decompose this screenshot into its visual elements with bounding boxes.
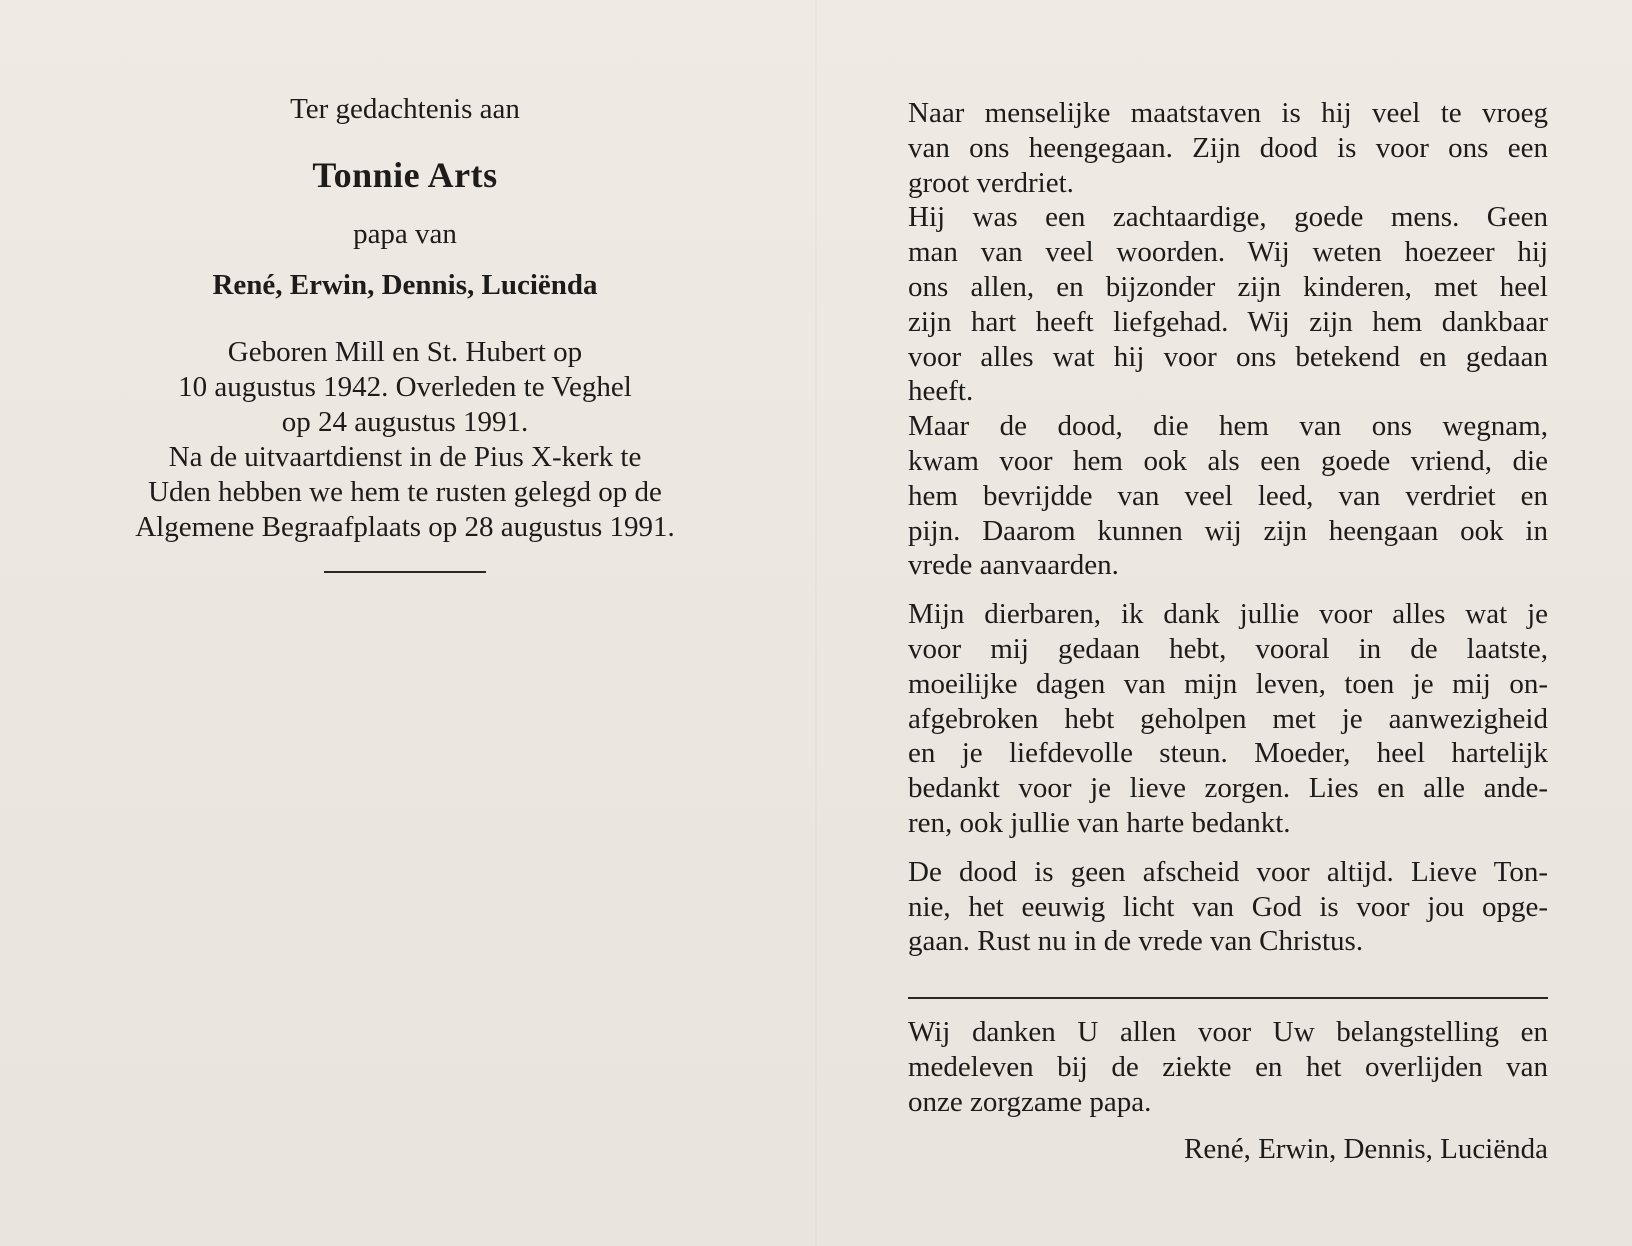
remembrance-paragraph	[908, 96, 1548, 583]
text-line: onze zorgzame papa.	[908, 1085, 1152, 1118]
text-line: voor mij gedaan hebt, vooral in de laatste,	[908, 632, 1548, 665]
left-panel	[80, 92, 730, 573]
text-line: ren, ook jullie van harte bedankt.	[908, 806, 1291, 839]
text-line: en je liefdevolle steun. Moeder, heel hartelijk	[908, 737, 1548, 770]
relation-text: papa van	[353, 218, 457, 250]
text-line: pijn. Daarom kunnen wij zijn heengaan ook in	[908, 514, 1548, 547]
right-panel	[908, 96, 1548, 1166]
thanks-paragraph	[908, 1015, 1548, 1119]
text-line: voor alles wat hij voor ons betekend en gedaan	[908, 340, 1548, 373]
farewell-paragraph	[908, 855, 1548, 959]
details-line: Uden hebben we hem te rusten gelegd op de	[148, 476, 662, 508]
children-names: René, Erwin, Dennis, Luciënda	[212, 269, 598, 301]
text-line: ons allen, en bijzonder zijn kinderen, met heel	[908, 270, 1548, 303]
details-line: Na de uitvaartdienst in de Pius X-kerk te	[168, 441, 642, 473]
left-divider	[324, 571, 486, 573]
details-line: Algemene Begraafplaats op 28 augustus 1991.	[135, 511, 675, 543]
text-line: zijn hart heeft liefgehad. Wij zijn hem dankbaar	[908, 305, 1548, 338]
text-line: nie, het eeuwig licht van God is voor jou opge-	[908, 890, 1548, 923]
text-line: man van veel woorden. Wij weten hoezeer hij	[908, 236, 1548, 269]
text-line: moeilijke dagen van mijn leven, toen je mij on-	[908, 667, 1548, 700]
text-line: gaan. Rust nu in de vrede van Christus.	[908, 925, 1364, 958]
text-line: heeft.	[908, 375, 974, 408]
text-line: van ons heengegaan. Zijn dood is voor ons een	[908, 131, 1548, 164]
details-line: Geboren Mill en St. Hubert op	[227, 336, 583, 368]
gratitude-paragraph	[908, 597, 1548, 841]
details-line: 10 augustus 1942. Overleden te Veghel	[178, 371, 632, 403]
text-line: De dood is geen afscheid voor altijd. Lieve Ton-	[908, 855, 1548, 888]
intro-text: Ter gedachtenis aan	[290, 93, 520, 125]
text-line: vrede aanvaarden.	[908, 549, 1119, 582]
text-line: medeleven bij de ziekte en het overlijden van	[908, 1050, 1548, 1083]
text-line: hem bevrijdde van veel leed, van verdriet en	[908, 479, 1548, 512]
text-line: bedankt voor je lieve zorgen. Lies en alle ande-	[908, 772, 1548, 805]
life-details	[80, 335, 730, 545]
text-line: kwam voor hem ook als een goede vriend, die	[908, 444, 1548, 477]
card-fold	[815, 0, 817, 1246]
signature: René, Erwin, Dennis, Luciënda	[1183, 1132, 1548, 1165]
text-line: Mijn dierbaren, ik dank jullie voor alles wat je	[908, 598, 1548, 631]
details-line: op 24 augustus 1991.	[281, 406, 529, 438]
text-line: Wij danken U allen voor Uw belangstelling en	[908, 1016, 1548, 1049]
text-line: afgebroken hebt geholpen met je aanwezigheid	[908, 702, 1548, 735]
text-line: Maar de dood, die hem van ons wegnam,	[908, 410, 1548, 443]
right-divider	[908, 997, 1548, 999]
text-line: groot verdriet.	[908, 166, 1074, 199]
deceased-name: Tonnie Arts	[312, 155, 498, 195]
text-line: Hij was een zachtaardige, goede mens. Geen	[908, 201, 1548, 234]
text-line: Naar menselijke maatstaven is hij veel te vroeg	[908, 97, 1548, 129]
